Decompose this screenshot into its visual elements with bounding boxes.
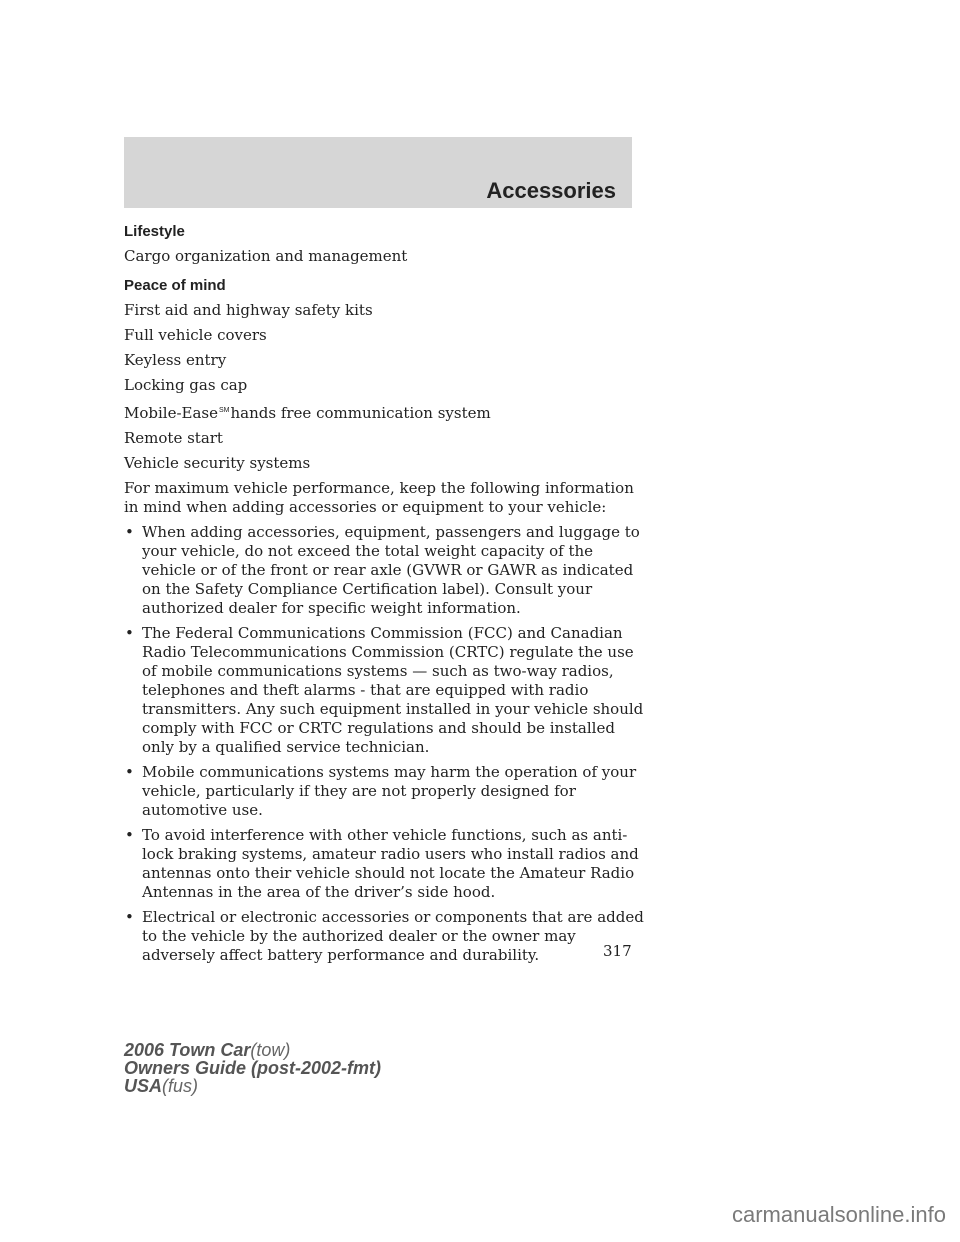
bullet-icon: • bbox=[125, 908, 134, 926]
bullet-item bbox=[124, 523, 644, 618]
service-mark-icon: SM bbox=[219, 407, 230, 414]
bullet-icon: • bbox=[125, 624, 134, 642]
bullet-text: The Federal Communications Commission (FCC) and Canadian Radio Telecommunications Commission (CRTC) regulate the use of mobile communications systems — such as two-way radios, telephones and theft alarms - that are equipped with radio transmitters. Any such equipment installed in your vehicle should comply with FCC or CRTC regulations and should be installed only by a qualified service technician. bbox=[142, 624, 644, 756]
mobile-ease-rest: hands free communication system bbox=[230, 404, 491, 422]
bullet-text: To avoid interference with other vehicle functions, such as anti-lock braking systems, amateur radio users who install radios and antennas onto their vehicle should not locate the Amateur Radio Antennas in the area of the driver’s side hood. bbox=[142, 826, 639, 901]
watermark: carmanualsonline.info bbox=[731, 1202, 946, 1227]
footer-guide: Owners Guide (post-2002-fmt) bbox=[124, 1058, 382, 1078]
bullet-item bbox=[124, 908, 644, 965]
bullet-item bbox=[124, 826, 644, 902]
intro-paragraph: For maximum vehicle performance, keep the following information in mind when adding accessories or equipment to your vehicle: bbox=[124, 479, 634, 516]
bullet-text: Electrical or electronic accessories or components that are added to the vehicle by the authorized dealer or the owner may adversely affect battery performance and durability. bbox=[142, 908, 644, 964]
page-content bbox=[124, 222, 644, 971]
list-item: Locking gas cap bbox=[124, 376, 248, 394]
bullet-text: Mobile communications systems may harm the operation of your vehicle, particularly if they are not properly designed for automotive use. bbox=[142, 763, 637, 819]
section-heading: Lifestyle bbox=[124, 223, 185, 240]
bullet-icon: • bbox=[125, 523, 134, 541]
list-item bbox=[124, 401, 644, 423]
section-title: Accessories bbox=[486, 178, 616, 203]
page-number: 317 bbox=[603, 942, 632, 960]
footer-market-code: (fus) bbox=[162, 1076, 199, 1096]
list-item: First aid and highway safety kits bbox=[124, 301, 373, 319]
bullet-item bbox=[124, 624, 644, 757]
section-heading: Peace of mind bbox=[124, 277, 226, 294]
bullet-text: When adding accessories, equipment, passengers and luggage to your vehicle, do not exceed the total weight capacity of the vehicle or of the front or rear axle (GVWR or GAWR as indicated on the Safety Compliance Certification label). Consult your authorized dealer for specific weight information. bbox=[142, 523, 640, 617]
footer-market: USA bbox=[124, 1076, 163, 1096]
section-header-band bbox=[124, 137, 632, 208]
list-item: Vehicle security systems bbox=[124, 454, 311, 472]
list-item: Full vehicle covers bbox=[124, 326, 267, 344]
footer-model: 2006 Town Car bbox=[124, 1040, 251, 1060]
mobile-ease-name: Mobile-Ease bbox=[124, 404, 218, 422]
bullet-item bbox=[124, 763, 644, 820]
list-item: Cargo organization and management bbox=[124, 247, 408, 265]
bullet-icon: • bbox=[125, 826, 134, 844]
footer-model-code: (tow) bbox=[250, 1040, 291, 1060]
list-item: Keyless entry bbox=[124, 351, 227, 369]
list-item: Remote start bbox=[124, 429, 223, 447]
bullet-icon: • bbox=[125, 763, 134, 781]
document-footer bbox=[124, 1041, 381, 1095]
